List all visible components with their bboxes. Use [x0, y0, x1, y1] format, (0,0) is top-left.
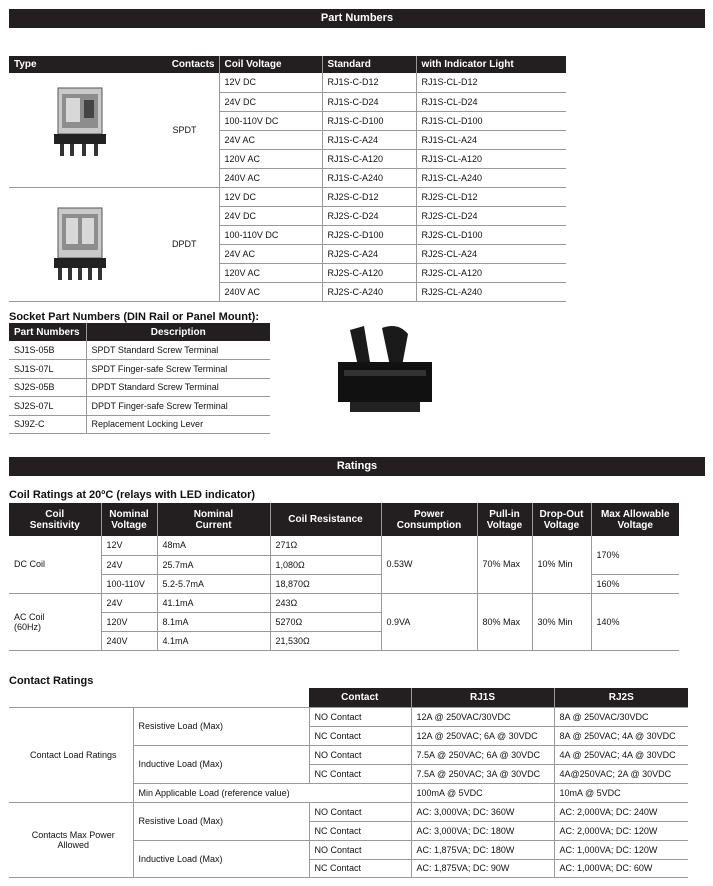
ratings-title-bar: Ratings [9, 457, 705, 476]
part-cell: RJ1S-C-A240 [322, 168, 416, 187]
part-cell: RJ1S-CL-D100 [416, 111, 566, 130]
cell: AC: 1,000VA; DC: 120W [554, 840, 688, 859]
col-coil-sensitivity: Coil Sensitivity [9, 503, 101, 536]
cell: 41.1mA [157, 593, 270, 612]
col-description: Description [86, 323, 270, 341]
socket-description: SPDT Standard Screw Terminal [86, 341, 270, 360]
contact-load-ratings-label: Contact Load Ratings [9, 707, 133, 802]
part-cell: 100-110V DC [219, 111, 322, 130]
cell: 8A @ 250VAC/30VDC [554, 707, 688, 726]
cell: NC Contact [309, 764, 411, 783]
socket-title: Socket Part Numbers (DIN Rail or Panel Mount): [9, 311, 259, 323]
col-coil-resistance: Coil Resistance [270, 503, 381, 536]
cell: AC: 1,875VA; DC: 180W [411, 840, 554, 859]
socket-row [9, 415, 270, 434]
part-cell: RJ1S-C-D12 [322, 73, 416, 92]
part-cell: 240V AC [219, 168, 322, 187]
max-power-label: Contacts Max Power Allowed [9, 802, 133, 877]
cell: AC: 1,000VA; DC: 60W [554, 859, 688, 877]
coil-ratings-table [9, 503, 679, 651]
dc-power: 0.53W [381, 536, 477, 593]
part-cell: RJ2S-C-D12 [322, 187, 416, 206]
cell: NO Contact [309, 707, 411, 726]
dc-maxv-a: 170% [591, 536, 679, 574]
socket-description: DPDT Finger-safe Screw Terminal [86, 397, 270, 416]
inductive-label: Inductive Load (Max) [133, 745, 309, 783]
dc-pullin: 70% Max [477, 536, 532, 593]
cell: 48mA [157, 536, 270, 555]
col-part-numbers: Part Numbers [9, 323, 86, 341]
socket-table [9, 323, 270, 434]
part-cell: RJ1S-CL-A24 [416, 130, 566, 149]
cell: NC Contact [309, 859, 411, 877]
cell: 25.7mA [157, 555, 270, 574]
col-contacts: Contacts [171, 59, 215, 70]
dc-maxv-b: 160% [591, 574, 679, 593]
cell: 18,870Ω [270, 574, 381, 593]
resistive-label: Resistive Load (Max) [133, 707, 309, 745]
cell: 5.2-5.7mA [157, 574, 270, 593]
col-pull-in: Pull-in Voltage [477, 503, 532, 536]
part-cell: RJ2S-C-A120 [322, 263, 416, 282]
cell: 120V [101, 612, 157, 631]
col-drop-out: Drop-Out Voltage [532, 503, 591, 536]
col-indicator: with Indicator Light [416, 56, 566, 73]
cell: NO Contact [309, 840, 411, 859]
ac-power: 0.9VA [381, 593, 477, 650]
part-cell: RJ2S-C-A24 [322, 244, 416, 263]
dc-dropout: 10% Min [532, 536, 591, 593]
ac-row-1 [9, 593, 679, 612]
col-standard: Standard [322, 56, 416, 73]
part-cell: 24V AC [219, 130, 322, 149]
col-nominal-voltage: Nominal Voltage [101, 503, 157, 536]
cell: AC: 1,875VA; DC: 90W [411, 859, 554, 877]
cell: 10mA @ 5VDC [554, 783, 688, 802]
socket-row [9, 341, 270, 360]
cell: 240V [101, 631, 157, 650]
cell: NO Contact [309, 802, 411, 821]
cell: 4A@250VAC; 2A @ 30VDC [554, 764, 688, 783]
part-cell: RJ2S-CL-D24 [416, 206, 566, 225]
cell: NO Contact [309, 745, 411, 764]
cell: 8.1mA [157, 612, 270, 631]
socket-description: Replacement Locking Lever [86, 415, 270, 434]
dc-coil-label: DC Coil [9, 536, 101, 593]
socket-part-number: SJ2S-05B [9, 378, 86, 397]
part-cell: RJ2S-C-A240 [322, 282, 416, 301]
socket-part-number: SJ9Z-C [9, 415, 86, 434]
part-cell: 24V DC [219, 92, 322, 111]
col-coil-voltage: Coil Voltage [219, 56, 322, 73]
cell: 8A @ 250VAC; 4A @ 30VDC [554, 726, 688, 745]
inductive-label-2: Inductive Load (Max) [133, 840, 309, 877]
part-cell: RJ2S-C-D24 [322, 206, 416, 225]
cell: AC: 2,000VA; DC: 240W [554, 802, 688, 821]
relay-1pole-icon [48, 84, 108, 160]
cell: AC: 3,000VA; DC: 180W [411, 821, 554, 840]
cell: 7.5A @ 250VAC; 3A @ 30VDC [411, 764, 554, 783]
socket-row [9, 397, 270, 416]
part-cell: RJ1S-CL-A240 [416, 168, 566, 187]
cell: 1,080Ω [270, 555, 381, 574]
part-cell: RJ2S-CL-A120 [416, 263, 566, 282]
cell: 21,530Ω [270, 631, 381, 650]
socket-description: DPDT Standard Screw Terminal [86, 378, 270, 397]
part-cell: 120V AC [219, 263, 322, 282]
dc-row-1 [9, 536, 679, 555]
col-nominal-current: Nominal Current [157, 503, 270, 536]
part-cell: RJ1S-C-A24 [322, 130, 416, 149]
col-contact: Contact [309, 688, 411, 707]
coil-ratings-title: Coil Ratings at 20ºC (relays with LED indicator) [9, 489, 256, 501]
cell: 100-110V [101, 574, 157, 593]
part-numbers-title-bar: Part Numbers [9, 9, 705, 28]
part-cell: RJ2S-C-D100 [322, 225, 416, 244]
part-cell: RJ1S-CL-D24 [416, 92, 566, 111]
cell: 24V [101, 555, 157, 574]
col-rj1s: RJ1S [411, 688, 554, 707]
cell: 12A @ 250VAC/30VDC [411, 707, 554, 726]
part-cell: RJ2S-CL-A24 [416, 244, 566, 263]
din-socket-icon [330, 322, 440, 418]
ac-pullin: 80% Max [477, 593, 532, 650]
part-cell: RJ1S-C-D24 [322, 92, 416, 111]
col-max-allowable: Max Allowable Voltage [591, 503, 679, 536]
socket-row [9, 378, 270, 397]
part-cell: RJ2S-CL-D12 [416, 187, 566, 206]
ac-maxv: 140% [591, 593, 679, 650]
cell: 5270Ω [270, 612, 381, 631]
part-cell: RJ2S-CL-A240 [416, 282, 566, 301]
contacts-type: DPDT [9, 187, 219, 301]
part-cell: 24V AC [219, 244, 322, 263]
resistive-label-2: Resistive Load (Max) [133, 802, 309, 840]
contact-ratings-title: Contact Ratings [9, 675, 94, 687]
col-power-consumption: Power Consumption [381, 503, 477, 536]
cell: 12A @ 250VAC; 6A @ 30VDC [411, 726, 554, 745]
part-cell: 24V DC [219, 206, 322, 225]
socket-part-number: SJ2S-07L [9, 397, 86, 416]
contact-ratings-table [9, 688, 688, 878]
cell: 4A @ 250VAC; 4A @ 30VDC [554, 745, 688, 764]
part-cell: 240V AC [219, 282, 322, 301]
part-cell: 120V AC [219, 149, 322, 168]
col-rj2s: RJ2S [554, 688, 688, 707]
ac-dropout: 30% Min [532, 593, 591, 650]
cell: AC: 3,000VA; DC: 360W [411, 802, 554, 821]
load-res-no [9, 707, 688, 726]
cell: 12V [101, 536, 157, 555]
cell: 4.1mA [157, 631, 270, 650]
cell: 100mA @ 5VDC [411, 783, 554, 802]
cell: AC: 2,000VA; DC: 120W [554, 821, 688, 840]
socket-part-number: SJ1S-07L [9, 360, 86, 379]
cell: NC Contact [309, 821, 411, 840]
part-cell: RJ1S-C-D100 [322, 111, 416, 130]
min-load-label: Min Applicable Load (reference value) [133, 783, 411, 802]
ac-coil-label: AC Coil (60Hz) [9, 593, 101, 650]
socket-part-number: SJ1S-05B [9, 341, 86, 360]
contacts-type: SPDT [9, 73, 219, 187]
part-cell: 100-110V DC [219, 225, 322, 244]
cell: 7.5A @ 250VAC; 6A @ 30VDC [411, 745, 554, 764]
cell: 243Ω [270, 593, 381, 612]
col-type: Type Contacts [9, 56, 219, 73]
cell: NC Contact [309, 726, 411, 745]
power-res-no [9, 802, 688, 821]
part-cell: 12V DC [219, 73, 322, 92]
relay-2pole-icon [48, 204, 108, 284]
part-cell: RJ2S-CL-D100 [416, 225, 566, 244]
socket-row [9, 360, 270, 379]
socket-description: SPDT Finger-safe Screw Terminal [86, 360, 270, 379]
cell: 24V [101, 593, 157, 612]
cell: 271Ω [270, 536, 381, 555]
part-cell: RJ1S-CL-A120 [416, 149, 566, 168]
part-cell: 12V DC [219, 187, 322, 206]
part-cell: RJ1S-CL-D12 [416, 73, 566, 92]
part-cell: RJ1S-C-A120 [322, 149, 416, 168]
